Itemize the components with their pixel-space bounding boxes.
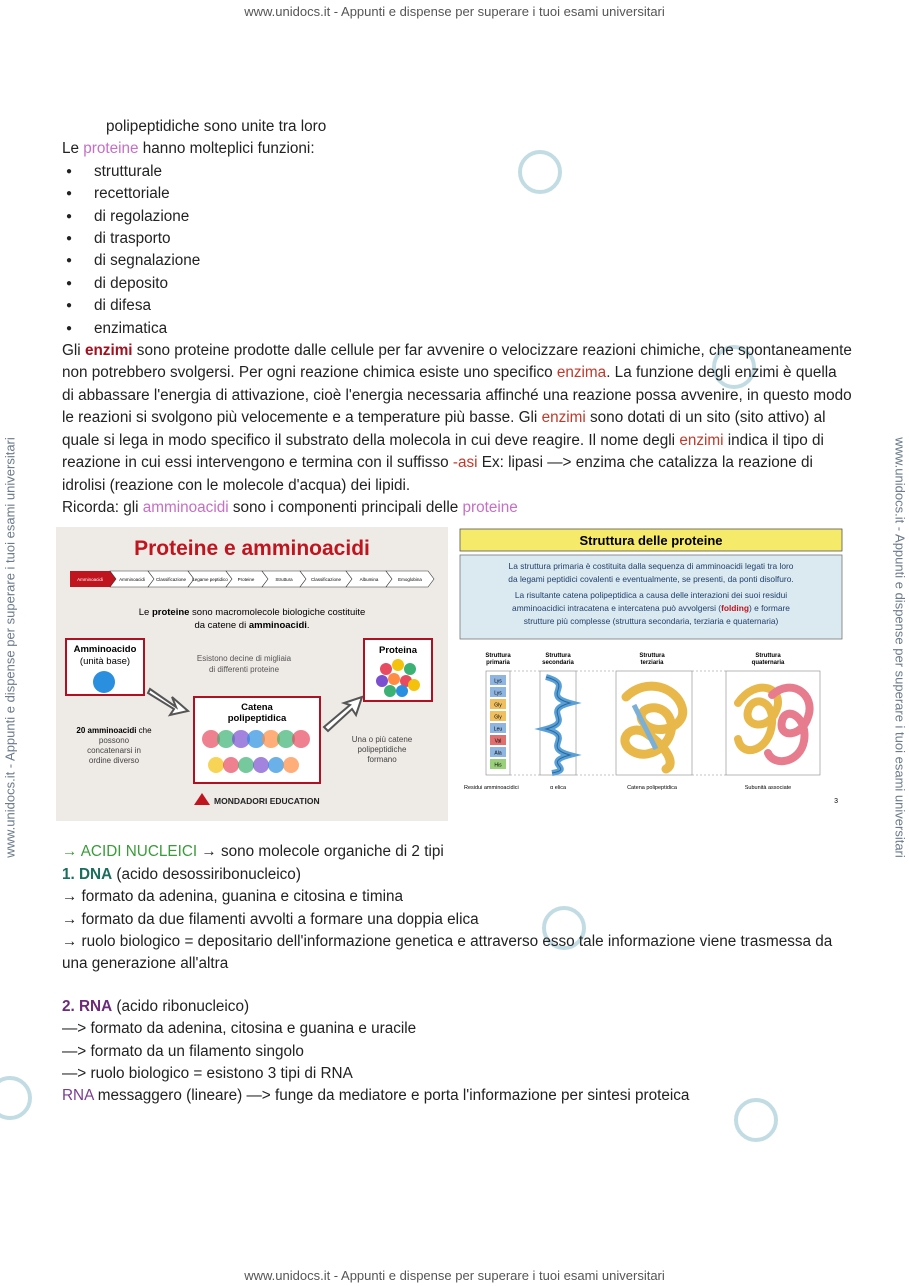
- svg-text:α elica: α elica: [549, 785, 567, 792]
- tertiary-structure: [616, 671, 692, 775]
- side-watermark-left: www.unidocs.it - Appunti e dispense per superare i tuoi esami universitari: [2, 437, 18, 858]
- svg-text:La risultante catena polipepti: La risultante catena polipeptidica a causa delle interazioni dei suoi residui: [514, 590, 788, 601]
- svg-text:Struttura: Struttura: [545, 653, 571, 660]
- svg-text:Amminoacidi: Amminoacidi: [77, 577, 103, 583]
- svg-text:Lys: Lys: [494, 678, 502, 685]
- dna-heading: 1. DNA (acido desossiribonucleico): [62, 865, 301, 883]
- functions-list: [62, 161, 852, 340]
- keyword-enzimi: enzimi: [84, 342, 133, 360]
- list-item: ● di deposito: [62, 273, 852, 295]
- list-item: ● recettoriale: [62, 183, 852, 205]
- svg-text:Albumina: Albumina: [359, 577, 379, 583]
- footer-watermark: www.unidocs.it - Appunti e dispense per superare i tuoi esami universitari: [244, 1268, 665, 1283]
- svg-text:MONDADORI EDUCATION: MONDADORI EDUCATION: [214, 796, 320, 807]
- figures-row: [56, 527, 852, 827]
- figure-page-number: 3: [834, 798, 838, 806]
- svg-text:primaria: primaria: [486, 660, 510, 667]
- arrow-up-icon: [324, 697, 362, 731]
- ricorda-line: Ricorda: gli amminoacidi sono i componenti principali delle proteine: [62, 498, 518, 516]
- svg-text:possono: possono: [98, 736, 130, 746]
- rna-line: —> formato da adenina, citosina e guanina e uracile: [62, 1020, 417, 1038]
- watermark-logo-icon: [0, 1076, 32, 1120]
- svg-text:Una o più catene: Una o più catene: [351, 735, 413, 745]
- list-item: ● enzimatica: [62, 318, 852, 340]
- svg-text:Proteina: Proteina: [378, 645, 418, 657]
- primary-structure: [486, 671, 510, 775]
- svg-text:Struttura: Struttura: [485, 653, 511, 660]
- side-watermark-right: www.unidocs.it - Appunti e dispense per superare i tuoi esami universitari: [892, 437, 908, 858]
- keyword-acidi-nucleici: ACIDI NUCLEICI: [80, 843, 198, 861]
- svg-text:Ala: Ala: [494, 750, 502, 757]
- svg-text:Catena polipeptidica: Catena polipeptidica: [627, 785, 677, 792]
- svg-text:ordine diverso: ordine diverso: [88, 756, 140, 766]
- document-body: [62, 116, 852, 1108]
- rna-line: —> ruolo biologico = esistono 3 tipi di RNA: [62, 1064, 353, 1082]
- list-item: ● di regolazione: [62, 206, 852, 228]
- svg-text:Gly: Gly: [494, 714, 502, 721]
- svg-text:quaternaria: quaternaria: [751, 660, 785, 667]
- svg-text:di differenti proteine: di differenti proteine: [208, 665, 280, 675]
- dna-line: → ruolo biologico = depositario dell'informazione genetica e attraverso esso tale informazione viene trasmessa da una generazione all'altra: [62, 932, 833, 973]
- svg-text:(unità base): (unità base): [79, 656, 131, 668]
- svg-text:Residui amminoacidici: Residui amminoacidici: [464, 785, 519, 792]
- list-item: ● strutturale: [62, 161, 852, 183]
- svg-text:La struttura primaria è costit: La struttura primaria è costituita dalla sequenza di amminoacidi legati tra loro: [508, 561, 794, 572]
- svg-text:Esistono decine di migliaia: Esistono decine di migliaia: [196, 654, 292, 664]
- svg-text:terziaria: terziaria: [640, 660, 664, 667]
- dna-line: → formato da due filamenti avvolti a formare una doppia elica: [62, 910, 479, 928]
- alpha-helix: [540, 671, 576, 775]
- intro-line: polipeptidiche sono unite tra loro: [106, 118, 327, 135]
- svg-text:Emoglobina: Emoglobina: [398, 577, 422, 583]
- list-item: ● di difesa: [62, 295, 852, 317]
- dna-line: → formato da adenina, guanina e citosina e timina: [62, 888, 403, 906]
- rna-line: —> formato da un filamento singolo: [62, 1042, 304, 1060]
- steps-bar: [70, 571, 434, 587]
- figure-title: Proteine e amminoacidi: [134, 537, 370, 561]
- label-dna: 1. DNA: [62, 865, 113, 883]
- figure-struttura-proteine: [456, 527, 848, 821]
- amminoacido-bead: [93, 671, 115, 693]
- enzymes-paragraph: Gli enzimi sono proteine prodotte dalle cellule per far avvenire o velocizzare reazioni chimiche, che spontaneamente non potrebbero svolgersi. Per ogni reazione chimica esiste uno specifico enzima. La funzione degli enzimi è quella di abbassare l'energia di attivazione, cioè l'energia necessaria affinché una reazione possa avvenire, in questo modo le reazioni si svolgono più velocemente e a temperature più basse. Gli enzimi sono dotati di un sito (sito attivo) al quale si lega in modo specifico il substrato della molecola in cui deve reagire. Il nome degli enzimi indica il tipo di reazione in cui essi intervengono e termina con il suffisso -asi Ex: lipasi —> enzima che catalizza la reazione di idrolisi (reazione con le molecole d'acqua) dei lipidi.: [62, 342, 852, 494]
- svg-text:Legame peptidico: Legame peptidico: [192, 577, 228, 583]
- svg-text:Le proteine sono macromolecole: Le proteine sono macromolecole biologiche costituite: [138, 607, 366, 619]
- svg-text:Amminoacidi: Amminoacidi: [119, 577, 145, 583]
- label-rna: 2. RNA: [62, 997, 113, 1015]
- svg-text:Proteine: Proteine: [237, 577, 255, 583]
- header-watermark: www.unidocs.it - Appunti e dispense per superare i tuoi esami universitari: [244, 4, 665, 19]
- svg-text:Gly: Gly: [494, 702, 502, 709]
- svg-text:Lys: Lys: [494, 690, 502, 697]
- svg-text:amminoacidici intracatena e in: amminoacidici intracatena e intercatena può avvolgersi (folding) e formare: [512, 603, 790, 614]
- svg-text:secondaria: secondaria: [542, 660, 574, 667]
- list-item: ● di segnalazione: [62, 250, 852, 272]
- svg-text:Val: Val: [494, 738, 502, 745]
- figure-title: Struttura delle proteine: [579, 533, 723, 549]
- quaternary-structure: [726, 671, 820, 775]
- svg-text:Struttura: Struttura: [639, 653, 665, 660]
- svg-text:Struttura: Struttura: [755, 653, 781, 660]
- svg-text:concatenarsi in: concatenarsi in: [87, 746, 141, 756]
- svg-text:strutture più complesse (strut: strutture più complesse (struttura secondaria, terziaria e quaternaria): [523, 616, 779, 627]
- svg-text:polipeptidica: polipeptidica: [227, 713, 287, 725]
- rna-line: RNA messaggero (lineare) —> funge da mediatore e porta l'informazione per sintesi proteica: [62, 1087, 690, 1105]
- rna-heading: 2. RNA (acido ribonucleico): [62, 997, 250, 1015]
- svg-text:Amminoacido: Amminoacido: [73, 644, 137, 656]
- svg-text:Classificazione: Classificazione: [310, 577, 342, 583]
- svg-text:Struttura: Struttura: [275, 577, 293, 583]
- figure-proteine-amminoacidi: [56, 527, 448, 821]
- svg-text:da catene di amminoacidi.: da catene di amminoacidi.: [194, 620, 310, 632]
- functions-intro: Le proteine hanno molteplici funzioni:: [62, 140, 315, 158]
- arrow-right-icon: [148, 689, 188, 715]
- svg-text:polipeptidiche: polipeptidiche: [357, 745, 407, 755]
- svg-text:formano: formano: [367, 755, 397, 765]
- svg-text:His: His: [494, 762, 502, 769]
- publisher-logo-icon: [194, 793, 210, 805]
- svg-text:Leu: Leu: [493, 726, 503, 733]
- svg-text:Subunità associate: Subunità associate: [744, 785, 792, 792]
- svg-text:20 amminoacidi che: 20 amminoacidi che: [76, 726, 152, 736]
- nucleic-acids-heading: → ACIDI NUCLEICI → sono molecole organiche di 2 tipi: [62, 843, 444, 861]
- keyword-proteine: proteine: [83, 140, 139, 158]
- svg-text:Catena: Catena: [241, 702, 273, 714]
- list-item: ● di trasporto: [62, 228, 852, 250]
- svg-text:Classificazione: Classificazione: [155, 577, 187, 583]
- svg-text:da legami peptidici covalenti: da legami peptidici covalenti e eventualmente, se presenti, da ponti disolfuro.: [508, 574, 794, 585]
